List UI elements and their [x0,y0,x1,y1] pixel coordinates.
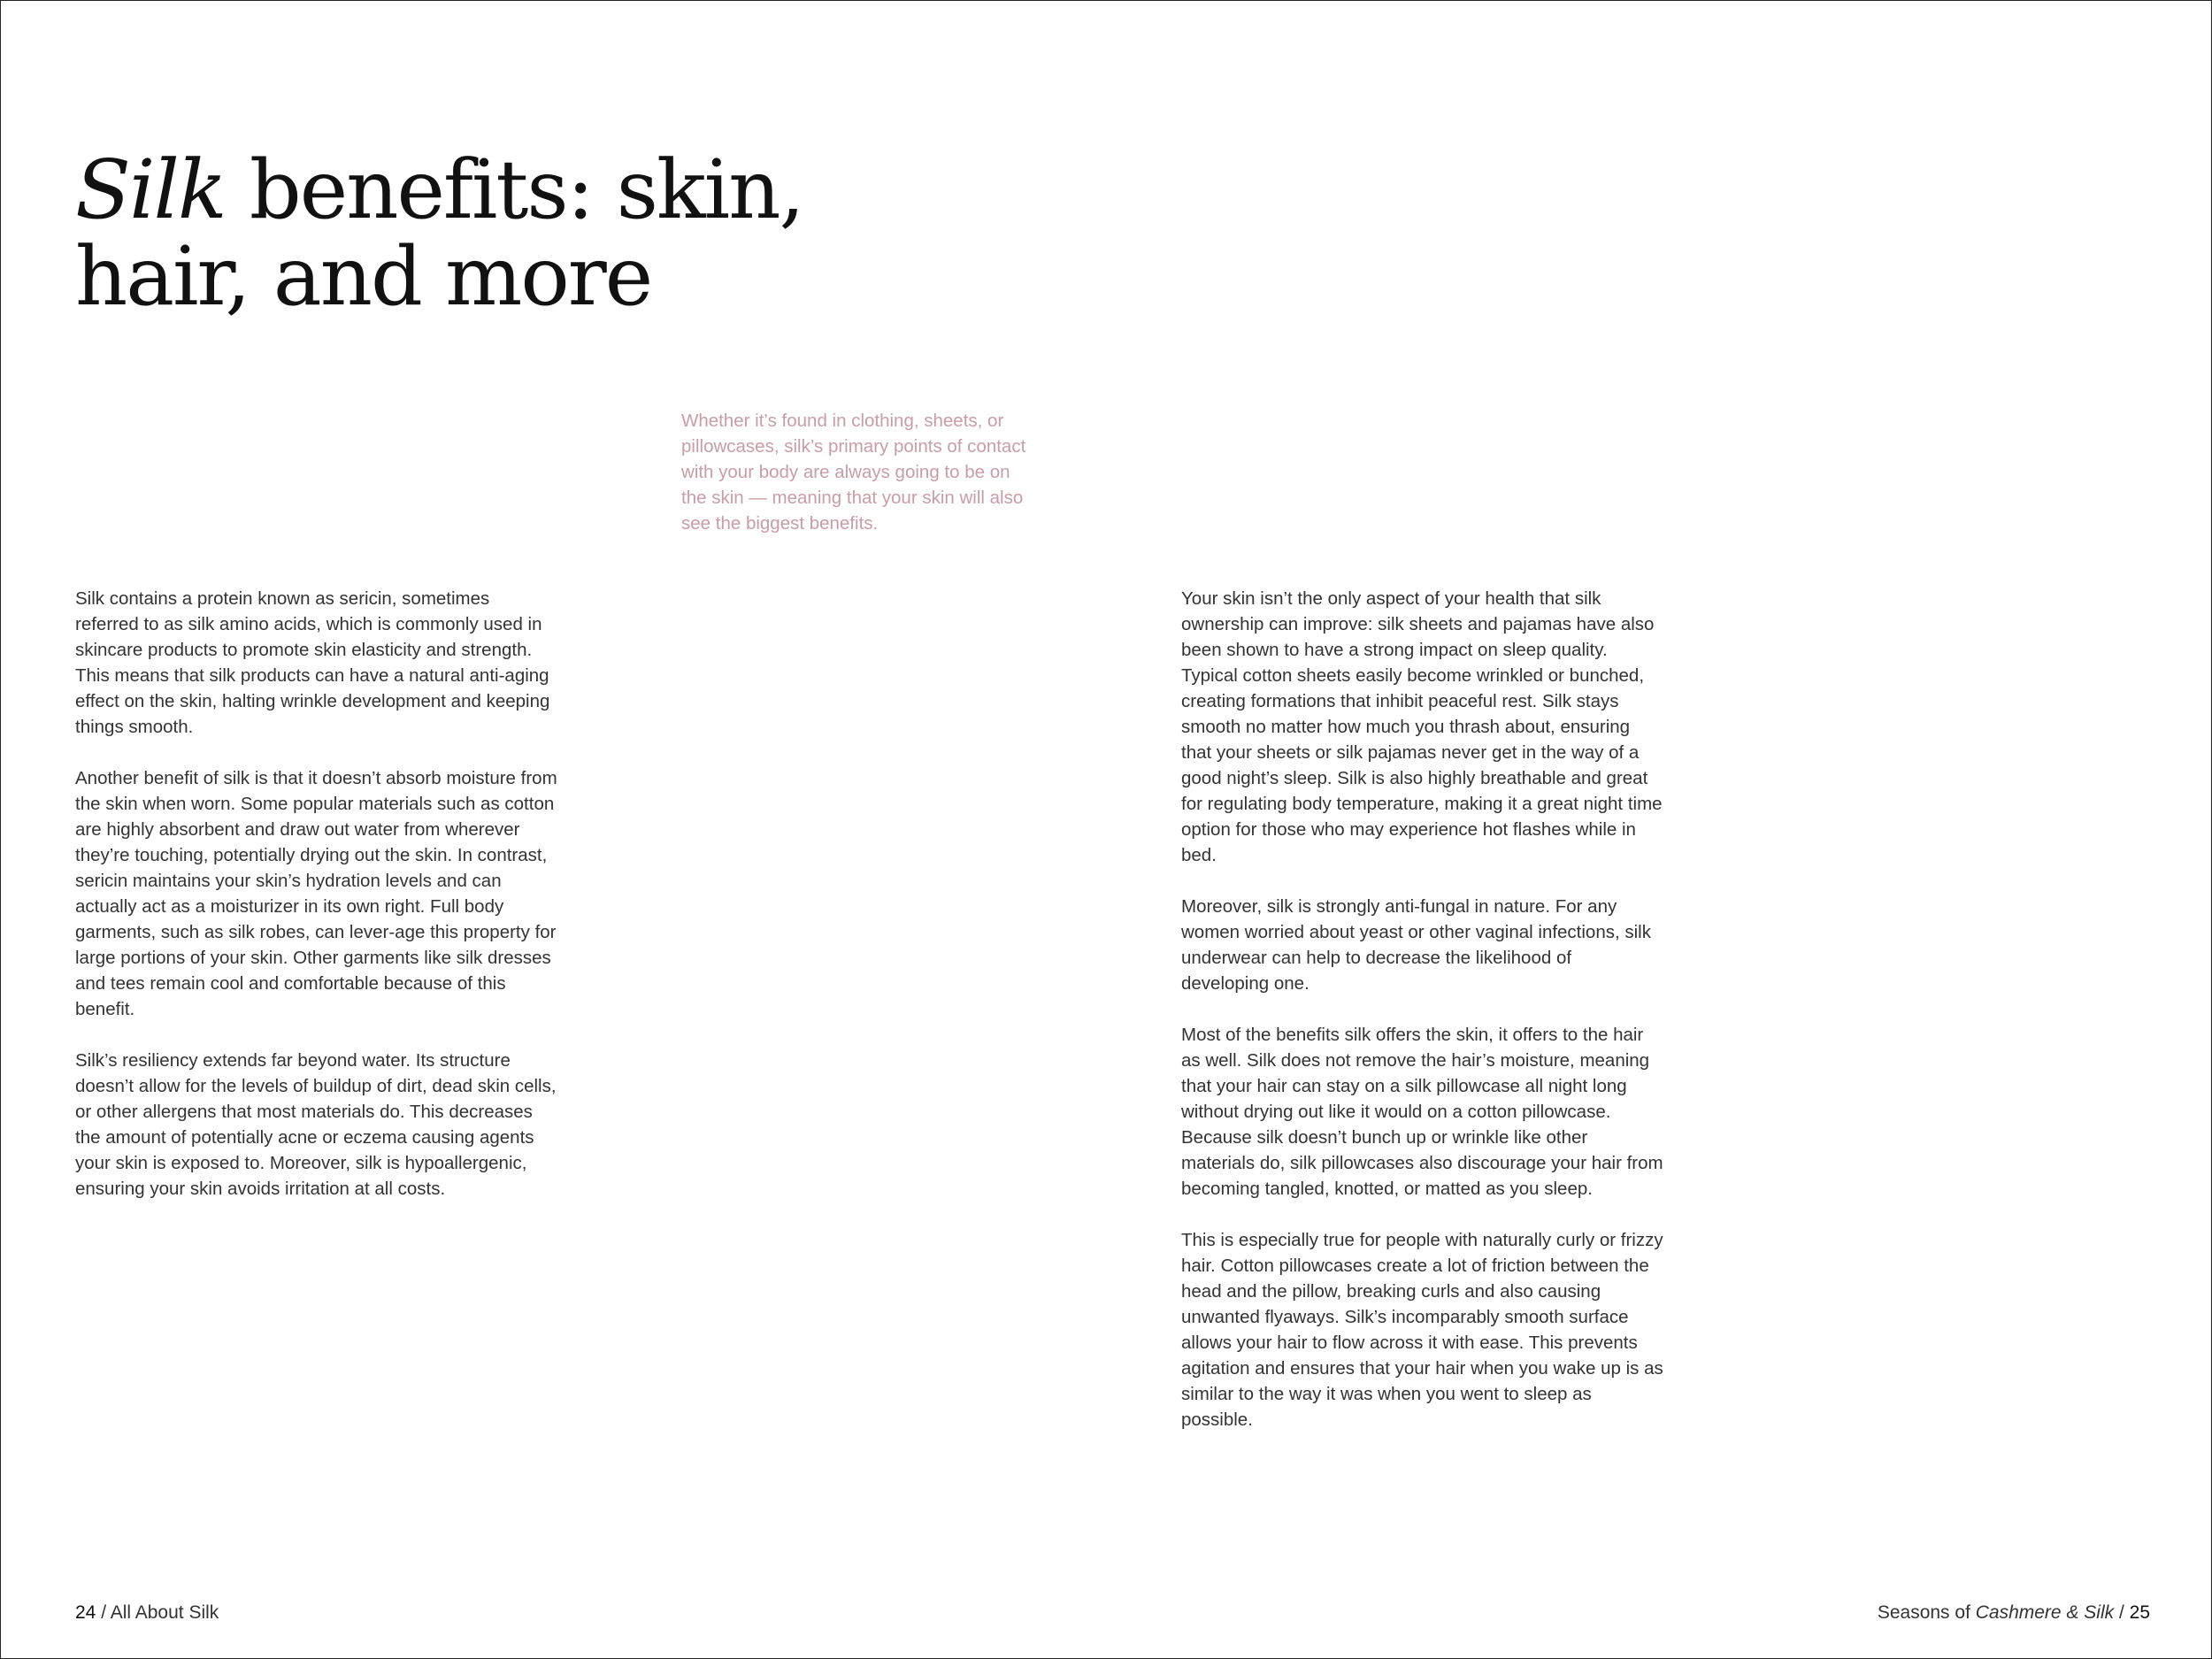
title-line-1 [75,142,803,237]
title-line-2: hair, and more [75,229,652,324]
page-number-left: 24 [75,1602,96,1623]
publication-name: Cashmere & Silk [1975,1602,2115,1623]
paragraph: Most of the benefits silk offers the skin, it offers to the hair as well. Silk does not remove the hair’s moisture, meaning that your hair can stay on a silk pillowcase all night long without drying out like it would on a cotton pillowcase. Because silk doesn’t bunch up or wrinkle like other materials do, silk pillowcases also discourage your hair from becoming tangled, knotted, or matted as you sleep. [1181,1025,1663,1199]
paragraph: Silk contains a protein known as sericin, sometimes referred to as silk amino acids, which is commonly used in skincare products to promote skin elasticity and strength. This means that silk products can have a natural anti-aging effect on the skin, halting wrinkle development and keeping things smooth. [75,588,550,737]
publication-prefix: Seasons of [1877,1602,1976,1623]
paragraph: Silk’s resiliency extends far beyond water. Its structure doesn’t allow for the levels of buildup of dirt, dead skin cells, or other allergens that most materials do. This decreases the amount of potentially acne or eczema causing agents your skin is exposed to. Moreover, silk is hypoallergenic, ensuring your skin avoids irritation at all costs. [75,1050,557,1199]
page-number-right: 25 [2129,1602,2150,1623]
paragraph: Another benefit of silk is that it doesn’t absorb moisture from the skin when worn. Some popular materials such as cotton are highly absorbent and draw out water from wherever they’re touching, potentially drying out the skin. In contrast, sericin maintains your skin’s hydration levels and can actually act as a moisturizer in its own right. Full body garments, such as silk robes, can lever-age this property for large portions of your skin. Other garments like silk dresses and tees remain cool and comfortable because of this benefit. [75,768,557,1019]
folio-separator: / [2114,1602,2130,1623]
left-text-column [75,586,557,1227]
page-title [75,142,803,324]
footer-left-folio [75,1601,219,1625]
paragraph: Moreover, silk is strongly anti-fungal in nature. For any women worried about yeast or other vaginal infections, silk underwear can help to decrease the likelihood of developing one. [1181,896,1651,994]
title-italic-word: Silk [75,142,226,237]
paragraph: This is especially true for people with naturally curly or frizzy hair. Cotton pillowcases create a lot of friction between the head and the pillow, breaking curls and also causing unwanted flyaways. Silk’s incomparably smooth surface allows your hair to flow across it with ease. This prevents agitation and ensures that your hair when you wake up is as similar to the way it was when you went to sleep as possible. [1181,1230,1663,1430]
section-name: All About Silk [110,1602,219,1623]
folio-separator: / [96,1602,111,1623]
pull-quote: Whether it’s found in clothing, sheets, or pillowcases, silk’s primary points of contact with your body are always going to be on the skin — meaning that your skin will also see the biggest benefits. [681,411,1026,534]
title-line-1-rest: benefits: skin, [225,142,803,237]
right-text-column [1181,586,1663,1458]
footer-right-folio [1878,1601,2150,1625]
paragraph: Your skin isn’t the only aspect of your health that silk ownership can improve: silk sheets and pajamas have also been shown to have a strong impact on sleep quality. Typical cotton sheets easily become wrinkled or bunched, creating formations that inhibit peaceful rest. Silk stays smooth no matter how much you thrash about, ensuring that your sheets or silk pajamas never get in the way of a good night’s sleep. Silk is also highly breathable and great for regulating body temperature, making it a great night time option for those who may experience hot flashes while in bed. [1181,588,1663,865]
